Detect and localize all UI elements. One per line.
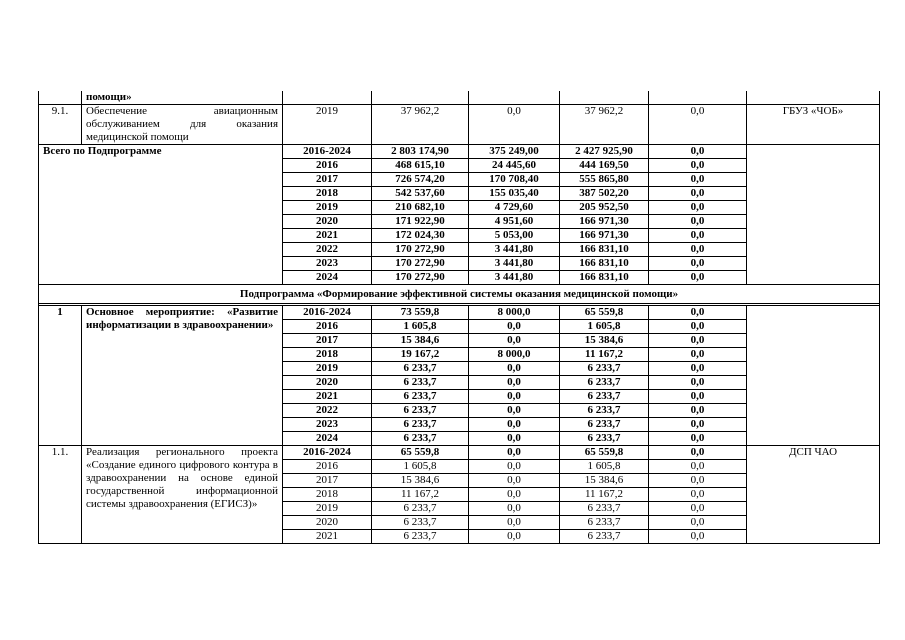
year-cell: 2020: [283, 516, 372, 530]
value-other: 0,0: [649, 159, 747, 173]
year-cell: 2017: [283, 173, 372, 187]
value-federal: 0,0: [469, 404, 560, 418]
value-other: 0,0: [649, 105, 747, 145]
value-total: 468 615,10: [372, 159, 469, 173]
executor-cell: [747, 306, 880, 446]
value-total: 37 962,2: [372, 105, 469, 145]
value-federal: 155 035,40: [469, 187, 560, 201]
value-total: 172 024,30: [372, 229, 469, 243]
executor-cell: [747, 145, 880, 285]
table-row: [39, 446, 880, 460]
year-cell: 2019: [283, 201, 372, 215]
value-federal: 0,0: [469, 105, 560, 145]
item-number: 1: [39, 306, 82, 446]
item-number: 9.1.: [39, 105, 82, 145]
value-other: 0,0: [649, 306, 747, 320]
value-regional: 6 233,7: [560, 362, 649, 376]
value-other: 0,0: [649, 516, 747, 530]
value-federal: 0,0: [469, 334, 560, 348]
value-other: 0,0: [649, 201, 747, 215]
subprogram-title: Подпрограмма «Формирование эффективной системы оказания медицинской помощи»: [39, 285, 880, 304]
value-federal: 5 053,00: [469, 229, 560, 243]
value-total: 19 167,2: [372, 348, 469, 362]
year-cell: 2017: [283, 474, 372, 488]
value-regional: 6 233,7: [560, 516, 649, 530]
value-other: 0,0: [649, 418, 747, 432]
value-regional: 15 384,6: [560, 474, 649, 488]
value-total: 6 233,7: [372, 376, 469, 390]
value-other: 0,0: [649, 460, 747, 474]
value-other: 0,0: [649, 404, 747, 418]
budget-table: [38, 91, 880, 544]
value-regional: 6 233,7: [560, 418, 649, 432]
value-federal: 0,0: [469, 530, 560, 544]
value-regional: 387 502,20: [560, 187, 649, 201]
year-cell: 2018: [283, 187, 372, 201]
value-other: 0,0: [649, 320, 747, 334]
year-cell: 2016-2024: [283, 145, 372, 159]
value-other: 0,0: [649, 362, 747, 376]
continued-name-cell: помощи»: [82, 91, 283, 105]
total-label: Всего по Подпрограмме: [39, 145, 283, 285]
value-total: 170 272,90: [372, 257, 469, 271]
value-federal: 0,0: [469, 418, 560, 432]
value-federal: 0,0: [469, 362, 560, 376]
value-other: 0,0: [649, 215, 747, 229]
value-total: 1 605,8: [372, 460, 469, 474]
year-cell: 2021: [283, 390, 372, 404]
value-total: 210 682,10: [372, 201, 469, 215]
table-row: [39, 145, 880, 159]
year-cell: 2016-2024: [283, 446, 372, 460]
value-total: 65 559,8: [372, 446, 469, 460]
value-total: 11 167,2: [372, 488, 469, 502]
value-total: 2 803 174,90: [372, 145, 469, 159]
value-regional: 1 605,8: [560, 320, 649, 334]
year-cell: 2022: [283, 243, 372, 257]
value-total: 6 233,7: [372, 516, 469, 530]
value-regional: 6 233,7: [560, 502, 649, 516]
item-number: 1.1.: [39, 446, 82, 544]
value-federal: 3 441,80: [469, 243, 560, 257]
value-regional: 444 169,50: [560, 159, 649, 173]
year-cell: 2024: [283, 432, 372, 446]
value-federal: 4 729,60: [469, 201, 560, 215]
year-cell: 2016: [283, 320, 372, 334]
value-total: 542 537,60: [372, 187, 469, 201]
value-other: 0,0: [649, 502, 747, 516]
year-cell: 2024: [283, 271, 372, 285]
table-row: [39, 91, 880, 105]
year-cell: 2018: [283, 348, 372, 362]
value-regional: 65 559,8: [560, 306, 649, 320]
value-federal: 0,0: [469, 474, 560, 488]
value-federal: 8 000,0: [469, 348, 560, 362]
value-other: 0,0: [649, 348, 747, 362]
value-federal: 0,0: [469, 516, 560, 530]
value-federal: 0,0: [469, 390, 560, 404]
value-other: 0,0: [649, 271, 747, 285]
value-federal: 3 441,80: [469, 257, 560, 271]
value-federal: 0,0: [469, 446, 560, 460]
value-other: 0,0: [649, 446, 747, 460]
value-regional: 6 233,7: [560, 432, 649, 446]
value-federal: 0,0: [469, 376, 560, 390]
executor-cell: ДСП ЧАО: [747, 446, 880, 544]
value-other: 0,0: [649, 432, 747, 446]
value-regional: 1 605,8: [560, 460, 649, 474]
value-regional: 166 831,10: [560, 257, 649, 271]
value-regional: 37 962,2: [560, 105, 649, 145]
value-regional: 205 952,50: [560, 201, 649, 215]
year-cell: 2019: [283, 502, 372, 516]
value-regional: 166 971,30: [560, 229, 649, 243]
table-body: [39, 91, 880, 544]
value-other: 0,0: [649, 474, 747, 488]
value-regional: 2 427 925,90: [560, 145, 649, 159]
value-regional: 166 831,10: [560, 271, 649, 285]
section-header-row: [39, 285, 880, 304]
value-other: 0,0: [649, 257, 747, 271]
item-name: Реализация регионального проекта «Создание единого цифрового контура в здравоохранении на основе единой государственной информационной системы здравоохранения (ЕГИСЗ)»: [82, 446, 283, 544]
value-total: 6 233,7: [372, 390, 469, 404]
value-other: 0,0: [649, 145, 747, 159]
value-regional: 555 865,80: [560, 173, 649, 187]
year-cell: 2023: [283, 257, 372, 271]
table-row: [39, 306, 880, 320]
year-cell: 2018: [283, 488, 372, 502]
value-regional: 15 384,6: [560, 334, 649, 348]
value-regional: 11 167,2: [560, 488, 649, 502]
year-cell: 2021: [283, 530, 372, 544]
value-other: 0,0: [649, 530, 747, 544]
value-total: 73 559,8: [372, 306, 469, 320]
year-cell: 2016: [283, 460, 372, 474]
year-cell: 2020: [283, 215, 372, 229]
value-regional: 6 233,7: [560, 404, 649, 418]
value-total: 171 922,90: [372, 215, 469, 229]
value-federal: 0,0: [469, 432, 560, 446]
value-federal: 24 445,60: [469, 159, 560, 173]
value-federal: 0,0: [469, 320, 560, 334]
value-regional: 65 559,8: [560, 446, 649, 460]
year-cell: 2021: [283, 229, 372, 243]
value-other: 0,0: [649, 243, 747, 257]
value-other: 0,0: [649, 229, 747, 243]
year-cell: 2019: [283, 362, 372, 376]
value-total: 15 384,6: [372, 334, 469, 348]
year-cell: 2023: [283, 418, 372, 432]
value-regional: 166 971,30: [560, 215, 649, 229]
value-other: 0,0: [649, 187, 747, 201]
year-cell: 2016: [283, 159, 372, 173]
value-total: 170 272,90: [372, 243, 469, 257]
year-cell: 2020: [283, 376, 372, 390]
value-total: 6 233,7: [372, 404, 469, 418]
value-regional: 166 831,10: [560, 243, 649, 257]
value-total: 726 574,20: [372, 173, 469, 187]
value-regional: 11 167,2: [560, 348, 649, 362]
value-other: 0,0: [649, 173, 747, 187]
value-other: 0,0: [649, 334, 747, 348]
value-regional: 6 233,7: [560, 390, 649, 404]
year-cell: 2017: [283, 334, 372, 348]
value-other: 0,0: [649, 390, 747, 404]
value-regional: 6 233,7: [560, 530, 649, 544]
value-total: 6 233,7: [372, 432, 469, 446]
value-total: 6 233,7: [372, 502, 469, 516]
value-total: 15 384,6: [372, 474, 469, 488]
value-total: 1 605,8: [372, 320, 469, 334]
value-federal: 170 708,40: [469, 173, 560, 187]
value-federal: 0,0: [469, 460, 560, 474]
year-cell: 2022: [283, 404, 372, 418]
value-total: 6 233,7: [372, 418, 469, 432]
value-federal: 375 249,00: [469, 145, 560, 159]
table-row: [39, 105, 880, 145]
value-total: 6 233,7: [372, 362, 469, 376]
value-other: 0,0: [649, 488, 747, 502]
value-federal: 0,0: [469, 502, 560, 516]
value-total: 6 233,7: [372, 530, 469, 544]
year-cell: 2016-2024: [283, 306, 372, 320]
item-name: Основное мероприятие: «Развитие информатизации в здравоохранении»: [82, 306, 283, 446]
item-name: Обеспечение авиационным обслуживанием для оказания медицинской помощи: [82, 105, 283, 145]
value-federal: 0,0: [469, 488, 560, 502]
value-regional: 6 233,7: [560, 376, 649, 390]
value-other: 0,0: [649, 376, 747, 390]
value-federal: 4 951,60: [469, 215, 560, 229]
year-cell: 2019: [283, 105, 372, 145]
value-federal: 8 000,0: [469, 306, 560, 320]
executor-cell: ГБУЗ «ЧОБ»: [747, 105, 880, 145]
value-total: 170 272,90: [372, 271, 469, 285]
value-federal: 3 441,80: [469, 271, 560, 285]
